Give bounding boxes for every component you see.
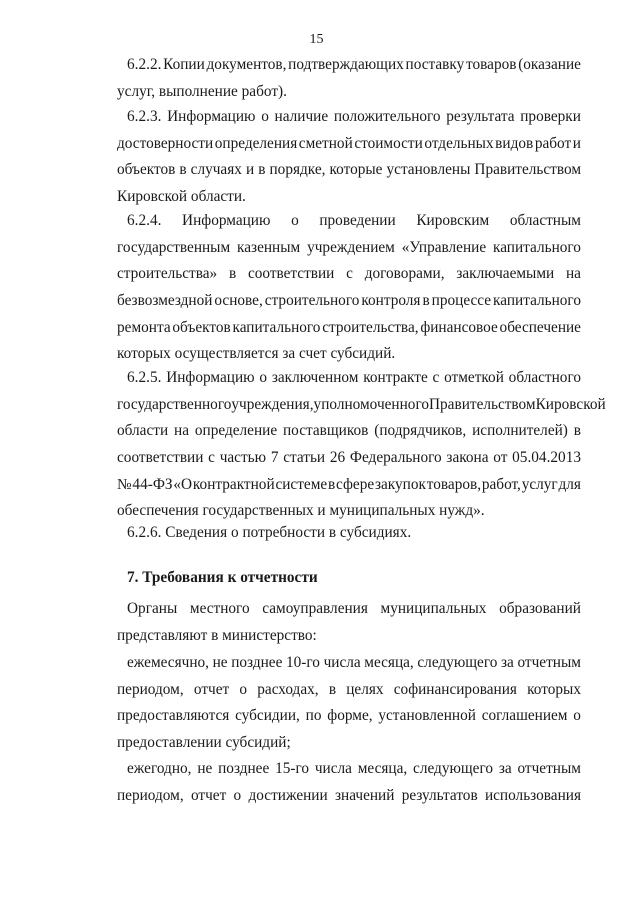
paragraph-6-2-6 — [117, 520, 581, 547]
text-line: которых осуществляется за счет субсидий. — [117, 345, 396, 363]
text-line: государственного учреждения, уполномоченного Правительством Кировской — [117, 395, 606, 413]
text-line: Органы местного самоуправления муниципальных образований — [127, 600, 581, 617]
text-line: периодом, отчет о расходах, в целях софинансирования которых — [117, 680, 581, 698]
text-line: государственным казенным учреждением «Управление капитального — [117, 238, 581, 256]
text-line: достоверности определения сметной стоимости отдельных видов работ и — [117, 134, 581, 152]
text-line: объектов в случаях и в порядке, которые установлены Правительством — [117, 161, 581, 179]
text-line: Кировской области. — [117, 188, 246, 206]
text-line: безвозмездной основе, строительного контроля в процессе капитального — [117, 292, 581, 310]
text-line: соответствии с частью 7 статьи 26 Федерального закона от 05.04.2013 — [117, 449, 581, 467]
text-line: 6.2.4. Информацию о проведении Кировским областным — [127, 212, 581, 229]
section-heading-block — [117, 565, 581, 592]
text-line: периодом, отчет о достижении значений результатов использования — [117, 786, 581, 804]
text-line: ежемесячно, не позднее 10-го числа месяца, следующего за отчетным — [127, 654, 581, 671]
paragraph-6-2-3 — [117, 104, 581, 211]
section-paragraph-1 — [117, 596, 581, 649]
text-line: 6.2.5. Информацию о заключенном контракте с отметкой областного — [127, 369, 581, 386]
text-line: предоставляются субсидии, по форме, установленной соглашением о — [117, 707, 581, 725]
text-line: ремонта объектов капитального строительства, финансовое обеспечение — [117, 318, 581, 336]
text-line: услуг, выполнение работ). — [117, 82, 287, 100]
text-line: представляют в министерство: — [117, 626, 317, 644]
text-line: 6.2.3. Информацию о наличие положительного результата проверки — [127, 108, 581, 125]
text-line: строительства» в соответствии с договорами, заключаемыми на — [117, 265, 581, 283]
paragraph-6-2-2 — [117, 52, 581, 105]
text-line: 6.2.2. Копии документов, подтверждающих поставку товаров (оказание — [127, 56, 581, 73]
text-line: ежегодно, не позднее 15-го числа месяца, следующего за отчетным — [127, 760, 581, 777]
text-line: 6.2.6. Сведения о потребности в субсидиях. — [127, 524, 412, 541]
page-number: 15 — [309, 32, 324, 47]
text-line: предоставлении субсидий; — [117, 734, 291, 752]
paragraph-6-2-5 — [117, 365, 606, 525]
text-line: области на определение поставщиков (подрядчиков, исполнителей) в — [117, 422, 581, 440]
text-line: обеспечения государственных и муниципальных нужд». — [117, 502, 485, 520]
section-paragraph-2 — [117, 650, 581, 757]
paragraph-6-2-4 — [117, 208, 581, 368]
text-line: № 44-ФЗ «О контрактной системе в сфере закупок товаров, работ, услуг для — [117, 475, 581, 493]
section-heading: 7. Требования к отчетности — [127, 569, 318, 586]
section-paragraph-3 — [117, 756, 581, 809]
